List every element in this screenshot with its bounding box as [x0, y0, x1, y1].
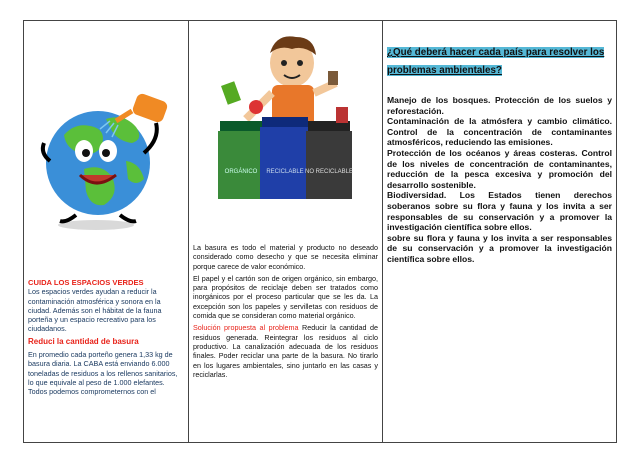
bin-label-organic: ORGÁNICO [224, 169, 258, 175]
bin-label-recyclable: RECICLABLE [266, 169, 304, 175]
question-text: ¿Qué deberá hacer cada país para resolver los problemas ambientales? [387, 47, 605, 76]
earth-watering-illustration [36, 83, 176, 233]
oceans-text: Protección de los océanos y áreas costeras. Control de los niveles de concentración de contaminantes, reducción de la pesca excesiva y promoción del desarrollo sostenible. [387, 147, 612, 190]
bin-label-non-recyclable: NO RECICLABLE [304, 169, 354, 175]
trash-stats-text: En promedio cada porteño genera 1,33 kg de basura diaria. La CABA está enviando 6.000 toneladas de residuos a los rellenos sanitarios, lo que equivale al peso de 1.000 elefantes. Todos podemos comprometernos con el [28, 350, 178, 397]
trash-definition: La basura es todo el material y producto no deseado considerado como desecho y que se necesita eliminar porque carece de valor económico. [193, 243, 378, 271]
solution-label: Solución propuesta al problema [193, 323, 299, 333]
solution-body: Reducir la cantidad de residuos generada. Reintegrar los residuos al ciclo productivo. La canalización adecuada de los residuos finales. Poder reciclar una parte de la basura. No tirarlo en los lugares ambientales, sino juntarlo en las casas y reciclarlas. [193, 323, 378, 379]
question-heading [387, 42, 612, 78]
paper-recycling-text: El papel y el cartón son de origen orgánico, sin embargo, para propósitos de reciclaje deben ser tratados como inorgánicos por el proceso particular que se les da. La excepción son los papeles y servilletas con residuos de comida que se consideran como material orgánico. [193, 273, 378, 321]
content-table [23, 20, 617, 443]
biodiversity-repeat-text: sobre su flora y fauna y los invita a ser responsables de su conservación y a promover la investigación científica sobre ellos. [387, 232, 612, 264]
green-spaces-heading: CUIDA LOS ESPACIOS VERDES [28, 278, 144, 287]
column-trash [189, 21, 383, 442]
reduce-trash-heading: Reduci la cantidad de basura [28, 336, 139, 346]
column-green-spaces [24, 21, 189, 442]
solution-text [193, 323, 378, 379]
forests-text: Manejo de los bosques. Protección de los suelos y reforestación. [387, 95, 612, 116]
column-country-actions [383, 21, 616, 442]
biodiversity-text: Biodiversidad. Los Estados tienen derechos soberanos sobre su flora y fauna y los invita a ser responsables de su conservación y a promover la investigación científica sobre ellos. [387, 190, 612, 233]
green-spaces-text: Los espacios verdes ayudan a reducir la contaminación atmosférica y sonora en la ciudad. Además son el hábitat de la fauna porteña y un espacio recreativo para los ciudadanos. [28, 287, 162, 334]
atmosphere-text: Contaminación de la atmósfera y cambio climático. Control de la concentración de contaminantes atmosféricos, reduciendo las emisiones. [387, 116, 612, 148]
recycling-bins-illustration [196, 23, 376, 208]
